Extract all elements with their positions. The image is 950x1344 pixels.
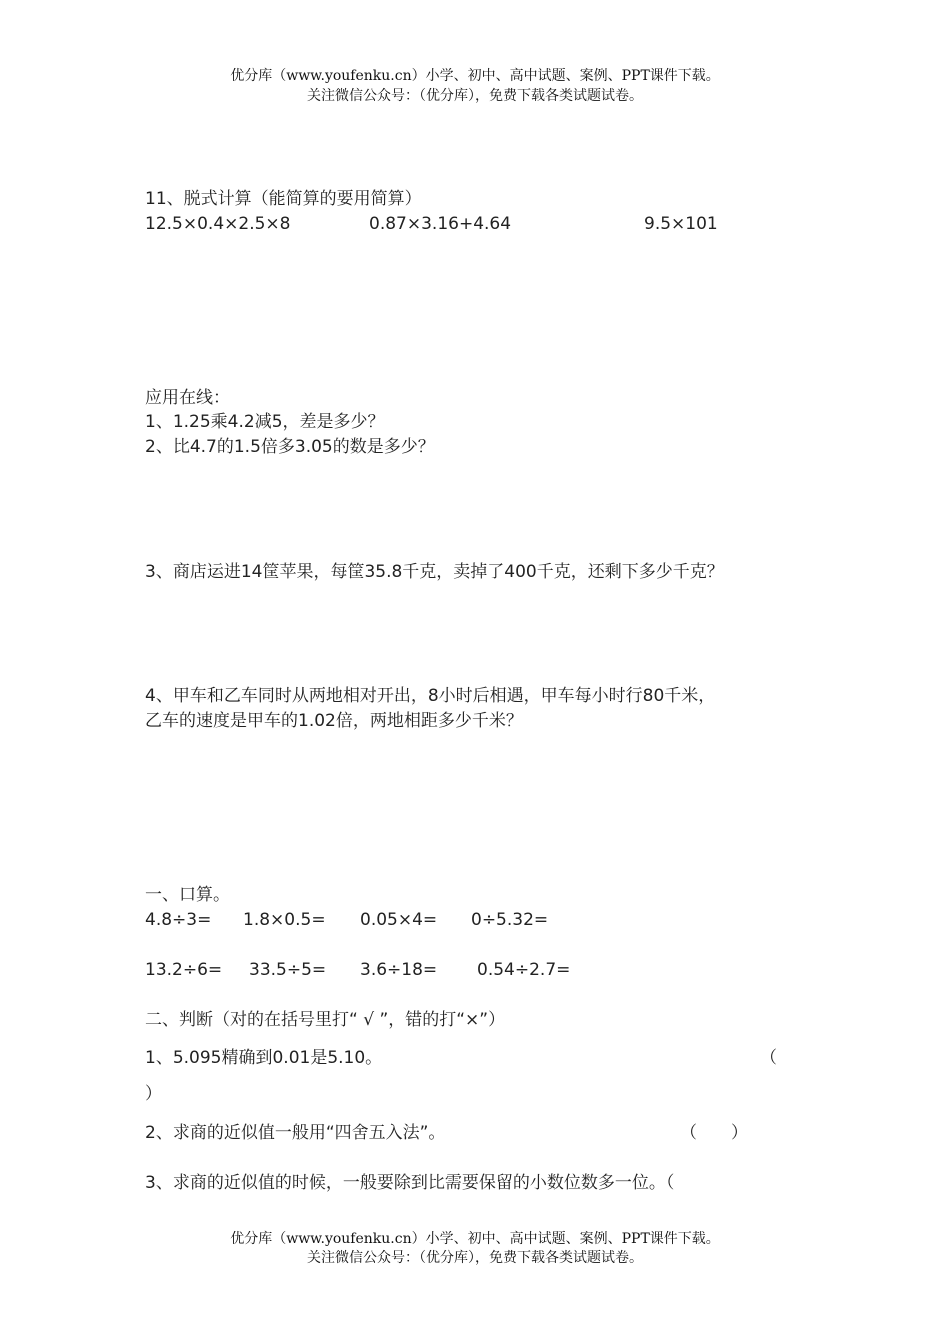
judge-answer-paren-close: ） [145, 1084, 162, 1104]
header-line-2: 关注微信公众号：（优分库），免费下载各类试题试卷。 [307, 88, 643, 104]
applied-item-3: 3、商店运进14筐苹果，每筐35.8千克，卖掉了400千克，还剩下多少千克？ [145, 562, 724, 582]
footer-line-1: 优分库（www.youfenku.cn）小学、初中、高中试题、案例、PPT课件下载。 [230, 1231, 720, 1247]
oral-expr: 13.2÷6= [145, 960, 223, 980]
applied-item-4-line-2: 乙车的速度是甲车的1.02倍，两地相距多少千米？ [145, 711, 523, 731]
oral-expr: 3.6÷18= [360, 960, 438, 980]
oral-expr: 33.5÷5= [249, 960, 327, 980]
applied-item-2: 2、比4.7的1.5倍多3.05的数是多少？ [145, 437, 435, 457]
oral-expr: 0.05×4= [360, 910, 438, 930]
judge-item-1: 1、5.095精确到0.01是5.10。 [145, 1048, 383, 1068]
judge-answer-paren-open: （ [760, 1048, 777, 1068]
oral-title: 一、口算。 [145, 885, 230, 905]
applied-item-4-line-1: 4、甲车和乙车同时从两地相对开出，8小时后相遇，甲车每小时行80千米， [145, 686, 716, 706]
judge-item-3: 3、求商的近似值的时候，一般要除到比需要保留的小数位数多一位。（ [145, 1173, 675, 1193]
oral-expr: 4.8÷3= [145, 910, 212, 930]
oral-expr: 1.8×0.5= [243, 910, 326, 930]
oral-expr: 0.54÷2.7= [477, 960, 571, 980]
applied-title: 应用在线： [145, 388, 230, 408]
footer-line-2: 关注微信公众号：（优分库），免费下载各类试题试卷。 [307, 1250, 643, 1266]
calc-expr-1: 12.5×0.4×2.5×8 [145, 214, 291, 234]
calc-title: 11、脱式计算（能简算的要用简算） [145, 189, 422, 209]
calc-expr-2: 0.87×3.16+4.64 [369, 214, 512, 234]
calc-expr-3: 9.5×101 [644, 214, 718, 234]
judge-title: 二、判断（对的在括号里打“ √ ”，错的打“×”） [145, 1010, 506, 1030]
header-line-1: 优分库（www.youfenku.cn）小学、初中、高中试题、案例、PPT课件下载。 [230, 68, 720, 84]
judge-answer-paren: （ ） [680, 1123, 748, 1143]
applied-item-1: 1、1.25乘4.2减5，差是多少？ [145, 412, 385, 432]
oral-expr: 0÷5.32= [471, 910, 549, 930]
judge-item-2: 2、求商的近似值一般用“四舍五入法”。 [145, 1123, 446, 1143]
